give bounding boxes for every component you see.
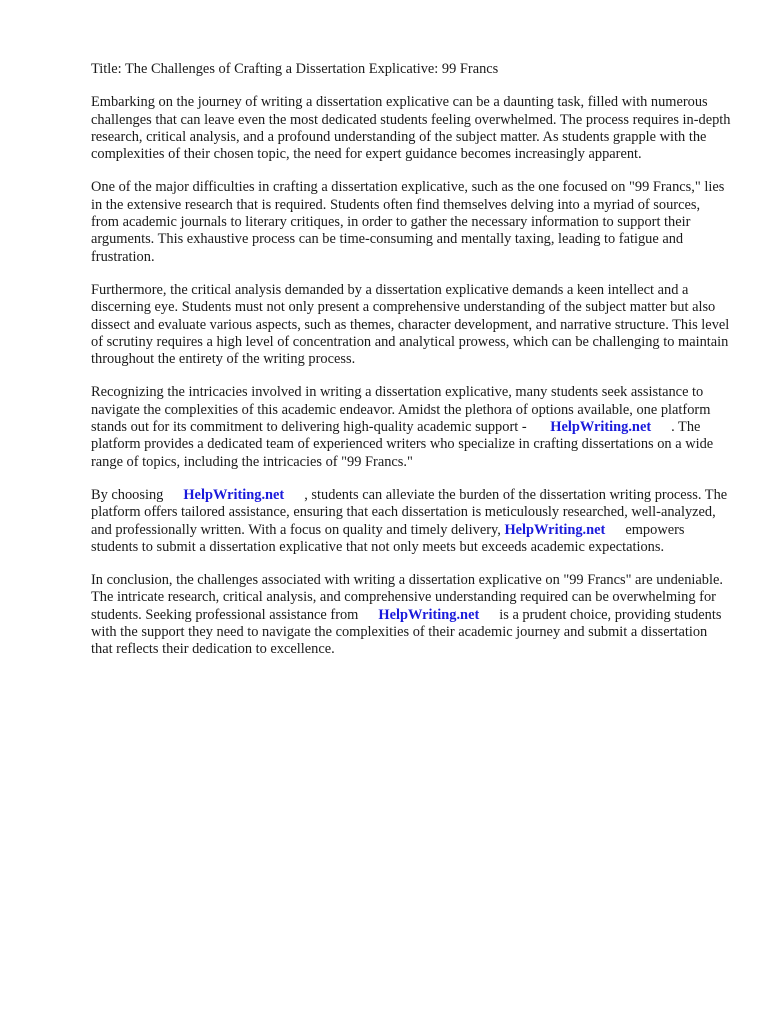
paragraph-assistance xyxy=(91,384,731,470)
paragraph-research: One of the major difficulties in crafting a dissertation explicative, such as the one focused on "99 Francs," lies in the extensive research that is required. Students often find themselves delving into a myriad of sources, from academic journals to literary critiques, in order to gather the necessary information to support their arguments. This exhaustive process can be time-consuming and mentally taxing, leading to fatigue and frustration. xyxy=(91,179,725,265)
paragraph-assistance-text: Recognizing the intricacies involved in writing a dissertation explicative, many students seek assistance to navigate the complexities of this academic endeavor. Amidst the plethora of options available, one platform stands out for its commitment to delivering high-quality academic support - xyxy=(91,384,711,436)
paragraph-choosing-text-middle: , students can alleviate the burden of the dissertation writing process. The platform offers tailored assistance, ensuring that each dissertation is meticulously researched, well-analyzed, and professionally written. With a focus on quality and timely delivery, xyxy=(91,486,728,538)
helpwriting-link[interactable]: HelpWriting.net xyxy=(550,419,652,436)
paragraph-assistance-text-after: . The platform provides a dedicated team of experienced writers who specialize in crafting dissertations on a wide range of topics, including the intricacies of "99 Francs." xyxy=(91,419,714,470)
paragraph-conclusion-text: In conclusion, the challenges associated with writing a dissertation explicative on "99 Francs" are undeniable. The intricate research, critical analysis, and comprehensive understanding required can be overwhelming for students. Seeking professional assistance from xyxy=(91,572,723,623)
helpwriting-link[interactable]: HelpWriting.net xyxy=(504,521,606,538)
paragraph-choosing xyxy=(91,487,731,556)
paragraph-choosing-text-after: empowers students to submit a dissertation explicative that not only meets but exceeds academic expectations. xyxy=(91,521,685,555)
paragraph-conclusion-text-after: is a prudent choice, providing students with the support they need to navigate the complexities of their academic journey and submit a dissertation that reflects their dedication to excellence. xyxy=(91,606,722,658)
paragraph-intro: Embarking on the journey of writing a dissertation explicative can be a daunting task, filled with numerous challenges that can leave even the most dedicated students feeling overwhelmed. The process requires in-depth research, critical analysis, and a profound understanding of the subject matter. As students grapple with the complexities of their chosen topic, the need for expert guidance becomes increasingly apparent. xyxy=(91,94,731,163)
paragraph-conclusion xyxy=(91,572,731,658)
paragraph-analysis: Furthermore, the critical analysis demanded by a dissertation explicative demands a keen intellect and a discerning eye. Students must not only present a comprehensive understanding of the subject matter but also dissect and evaluate various aspects, such as themes, character development, and narrative structure. This level of scrutiny requires a high level of concentration and analytical prowess, which can be challenging to maintain throughout the entirety of the writing process. xyxy=(91,281,730,368)
paragraph-choosing-text: By choosing xyxy=(91,486,164,503)
document-title: Title: The Challenges of Crafting a Dissertation Explicative: 99 Francs xyxy=(91,61,499,77)
helpwriting-link[interactable]: HelpWriting.net xyxy=(378,606,480,623)
document-page xyxy=(91,61,731,675)
helpwriting-link[interactable]: HelpWriting.net xyxy=(183,486,285,503)
